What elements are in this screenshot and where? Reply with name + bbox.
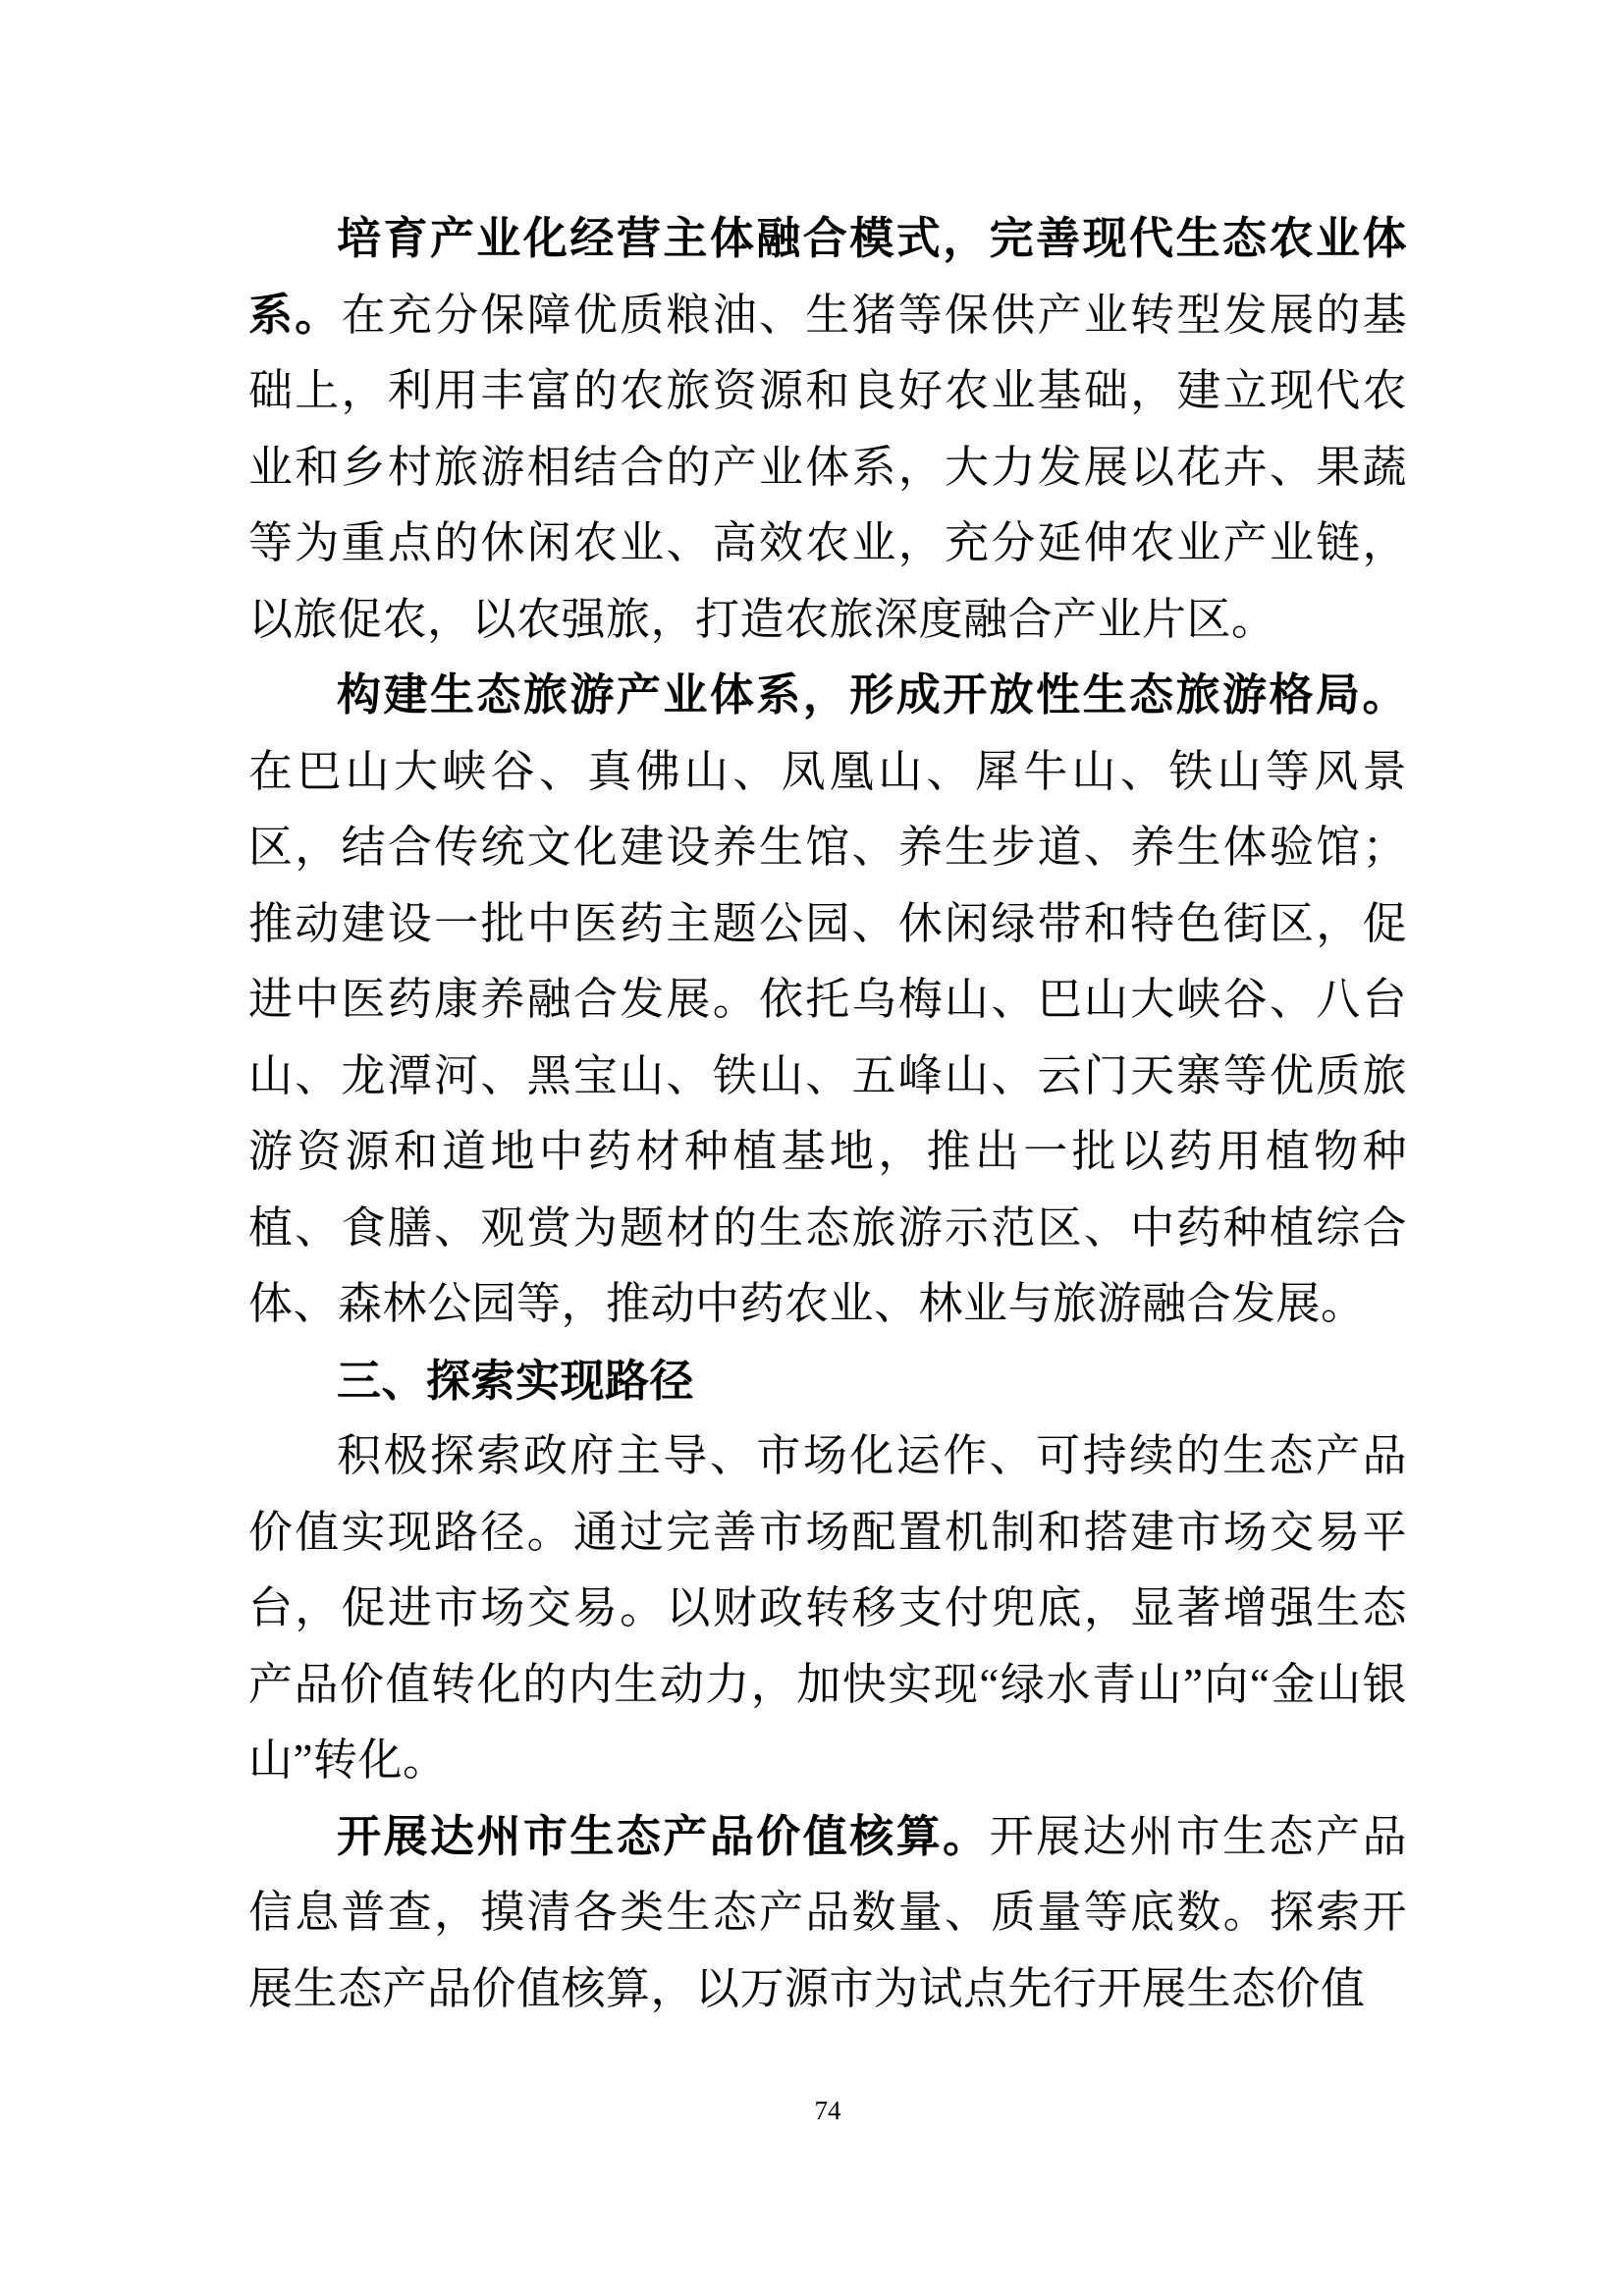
paragraph-value-accounting-lead: 开展达州市生态产品价值核算。	[337, 1811, 990, 1861]
paragraph-eco-tourism	[248, 658, 1407, 1343]
paragraph-eco-tourism-text: 在巴山大峡谷、真佛山、凤凰山、犀牛山、铁山等风景区，结合传统文化建设养生馆、养生步道、养生体验馆；推动建设一批中医药主题公园、休闲绿带和特色街区，促进中医药康养融合发展。依托乌梅山、巴山大峡谷、八台山、龙潭河、黑宝山、铁山、五峰山、云门天寨等优质旅游资源和道地中药材种植基地，推出一批以药用植物种植、食膳、观赏为题材的生态旅游示范区、中药种植综合体、森林公园等，推动中药农业、林业与旅游融合发展。	[248, 746, 1407, 1328]
paragraph-agriculture	[248, 201, 1407, 658]
paragraph-agriculture-lead: 培育产业化经营主体融合模式，完善现代生态农业体系。	[248, 214, 1407, 340]
paragraph-value-path	[248, 1418, 1407, 1799]
paragraph-eco-tourism-lead: 构建生态旅游产业体系，形成开放性生态旅游格局。	[337, 670, 1407, 720]
section-heading-three: 三、探索实现路径	[337, 1355, 695, 1406]
paragraph-agriculture-text: 在充分保障优质粮油、生猪等保供产业转型发展的基础上，利用丰富的农旅资源和良好农业基础，建立现代农业和乡村旅游相结合的产业体系，大力发展以花卉、果蔬等为重点的休闲农业、高效农业，充分延伸农业产业链，以旅促农，以农强旅，打造农旅深度融合产业片区。	[248, 290, 1407, 644]
paragraph-value-path-text: 积极探索政府主导、市场化运作、可持续的生态产品价值实现路径。通过完善市场配置机制和搭建市场交易平台，促进市场交易。以财政转移支付兜底，显著增强生态产品价值转化的内生动力，加快实现“绿水青山”向“金山银山”转化。	[248, 1431, 1407, 1785]
document-content	[248, 201, 1407, 2027]
paragraph-value-accounting-text: 开展达州市生态产品信息普查，摸清各类生态产品数量、质量等底数。探索开展生态产品价值核算，以万源市为试点先行开展生态价值	[248, 1811, 1407, 2013]
paragraph-value-accounting	[248, 1799, 1407, 2028]
page-number: 74	[814, 2096, 841, 2125]
